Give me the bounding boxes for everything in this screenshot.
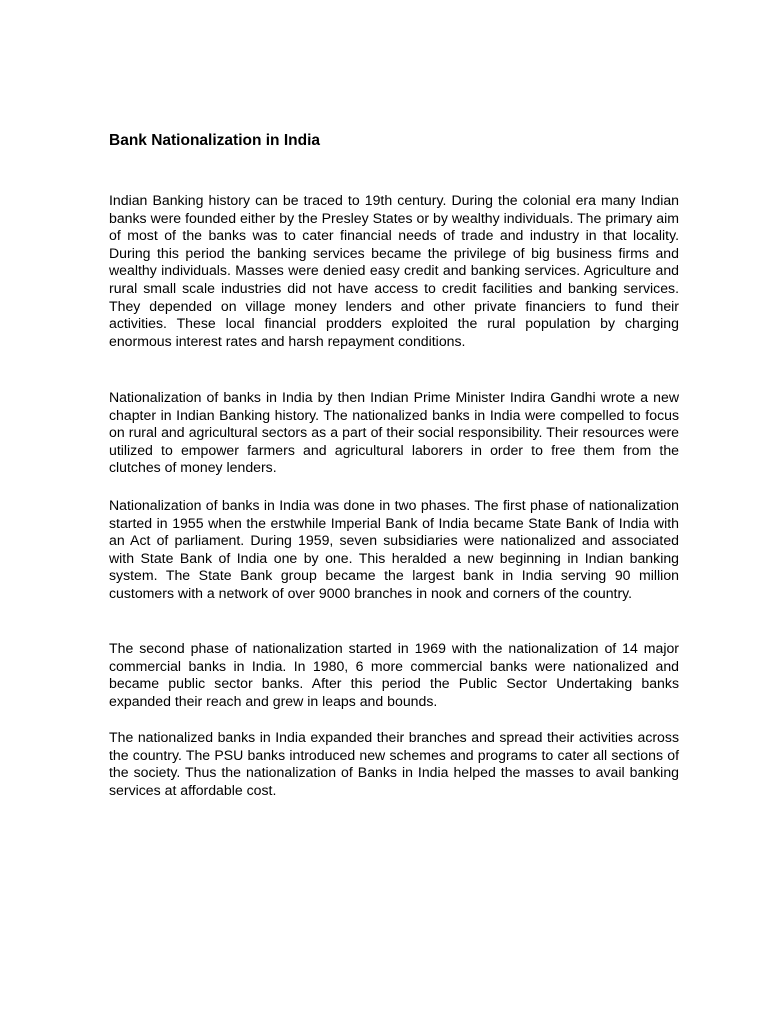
document-title: Bank Nationalization in India bbox=[109, 132, 320, 149]
paragraph-first-phase: Nationalization of banks in India was done in two phases. The first phase of nationalization started in 1955 when the erstwhile Imperial Bank of India became State Bank of India with an Act of parliament. During 1959, seven subsidiaries were nationalized and associated with State Bank of India one by one. This heralded a new beginning in Indian banking system. The State Bank group became the largest bank in India serving 90 million customers with a network of over 9000 branches in nook and corners of the country. bbox=[109, 497, 679, 601]
paragraph-history: Indian Banking history can be traced to 19th century. During the colonial era many Indian banks were founded either by the Presley States or by wealthy individuals. The primary aim of most of the banks was to cater financial needs of trade and industry in that locality. During this period the banking services became the privilege of big business firms and wealthy individuals. Masses were denied easy credit and banking services. Agriculture and rural small scale industries did not have access to credit facilities and banking services. They depended on village money lenders and other private financiers to fund their activities. These local financial prodders exploited the rural population by charging enormous interest rates and harsh repayment conditions. bbox=[109, 192, 679, 349]
paragraph-conclusion: The nationalized banks in India expanded their branches and spread their activities across the country. The PSU banks introduced new schemes and programs to cater all sections of the society. Thus the nationalization of Banks in India helped the masses to avail banking services at affordable cost. bbox=[109, 729, 679, 798]
paragraph-nationalization-intro: Nationalization of banks in India by then Indian Prime Minister Indira Gandhi wrote a new chapter in Indian Banking history. The nationalized banks in India were compelled to focus on rural and agricultural sectors as a part of their social responsibility. Their resources were utilized to empower farmers and agricultural laborers in order to free them from the clutches of money lenders. bbox=[109, 389, 679, 476]
paragraph-second-phase: The second phase of nationalization started in 1969 with the nationalization of 14 major commercial banks in India. In 1980, 6 more commercial banks were nationalized and became public sector banks. After this period the Public Sector Undertaking banks expanded their reach and grew in leaps and bounds. bbox=[109, 640, 679, 709]
